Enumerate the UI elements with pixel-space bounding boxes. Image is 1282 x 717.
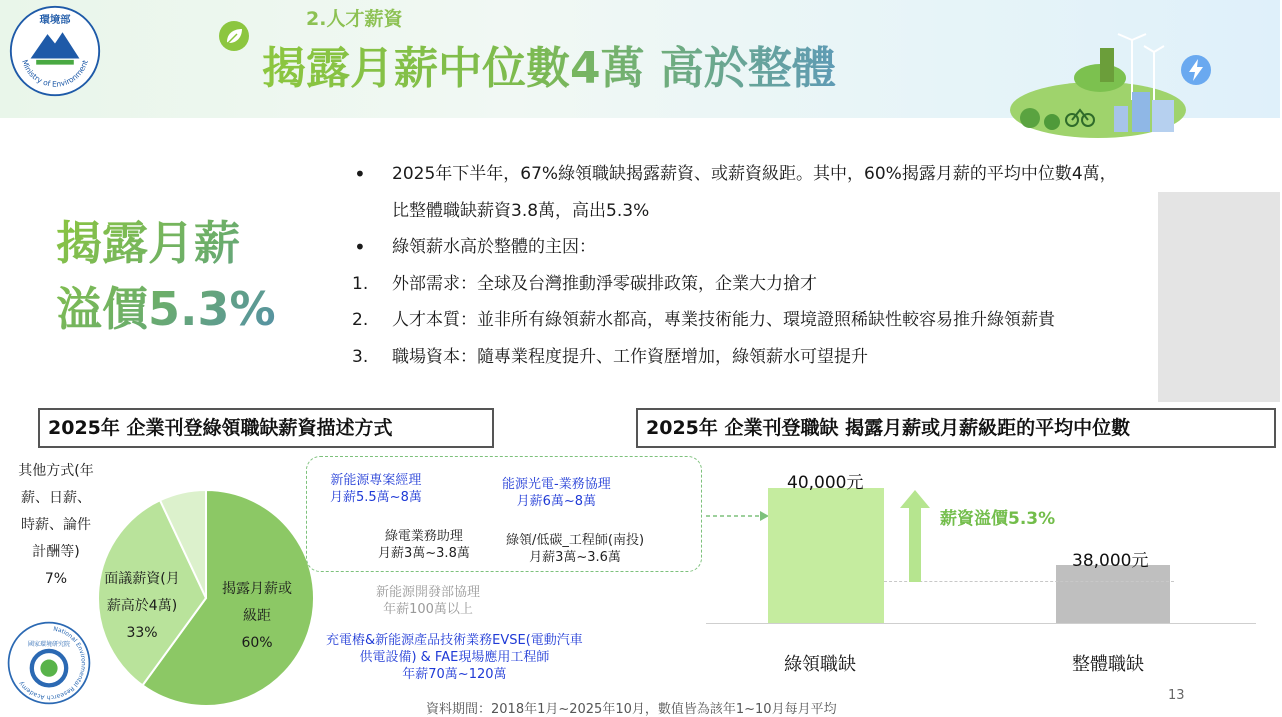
reason-item <box>352 302 1282 339</box>
job-example: 能源光電-業務協理 月薪6萬~8萬 <box>502 477 611 509</box>
category-all-jobs: 整體職缺 <box>1072 654 1144 675</box>
key-point <box>352 156 1282 193</box>
nera-logo <box>6 620 92 706</box>
reason-item <box>352 339 1282 376</box>
reason-number: 1. <box>352 273 369 294</box>
job-example: 綠領/低碳_工程師(南投) 月薪3萬~3.6萬 <box>506 533 645 565</box>
source-note: 資料期間：2018年1月~2025年10月，數值皆為該年1~10月每月平均 <box>426 702 837 717</box>
pie-label-negotiable: 面議薪資(月 薪高於4萬) 33% <box>96 566 188 647</box>
nera-name: 國家環境研究院 <box>27 640 71 648</box>
category-green-jobs: 綠領職缺 <box>784 654 856 675</box>
bullet-marker: • <box>354 162 366 186</box>
green-city-illustration <box>1008 30 1188 136</box>
bar-all-jobs <box>1056 565 1170 623</box>
moenv-name: 環境部 <box>39 13 71 26</box>
bullet-marker <box>352 193 392 230</box>
reason-text: 職場資本：隨專業程度提升、工作資歷增加，綠領薪水可望提升 <box>392 346 868 367</box>
pie-label-other: 其他方式(年 薪、日薪、 時薪、論件 計酬等) 7% <box>10 458 102 593</box>
job-example: 綠電業務助理 月薪3萬~3.8萬 <box>378 529 470 561</box>
pie-value-negotiable: 33% <box>126 625 158 641</box>
key-point-text: 2025年下半年，67%綠領職缺揭露薪資、或薪資級距。其中，60%揭露月薪的平均中位數4萬， <box>392 164 1117 184</box>
salary-method-title: 2025年 企業刊登綠領職缺薪資描述方式 <box>38 408 494 448</box>
moenv-ring-text: Ministry of Environment <box>20 58 90 89</box>
chart-baseline <box>706 623 1256 624</box>
reason-number: 2. <box>352 310 369 330</box>
pie-label-disclosed: 揭露月薪或 級距 60% <box>214 576 300 657</box>
page-number: 13 <box>1168 688 1185 703</box>
highlight-tag <box>56 210 306 342</box>
moenv-logo <box>8 4 102 98</box>
reason-number: 3. <box>352 346 369 367</box>
leaf-icon <box>218 20 250 52</box>
median-salary-title: 2025年 企業刊登職缺 揭露月薪或月薪級距的平均中位數 <box>636 408 1276 448</box>
pie-value-disclosed: 60% <box>241 635 273 651</box>
key-point <box>352 229 1282 266</box>
salary-premium-label: 薪資溢價5.3% <box>940 509 1056 529</box>
bullet-marker: • <box>354 235 366 259</box>
highlight-line-1: 揭露月薪 <box>56 216 240 270</box>
bar-value-all-jobs: 38,000元 <box>1072 551 1149 571</box>
highlight-line-2: 溢價5.3% <box>56 282 276 336</box>
bar-green-jobs <box>768 488 884 623</box>
key-points-list <box>352 156 1282 375</box>
job-example: 新能源開發部協理 年薪100萬以上 <box>376 585 481 617</box>
page-title: 揭露月薪中位數4萬 高於整體 <box>262 32 836 96</box>
job-example: 充電樁&新能源產品技術業務EVSE(電動汽車 供電設備) & FAE現場應用工程師 年薪70萬~120萬 <box>326 633 583 682</box>
reason-item <box>352 266 1282 303</box>
reason-text: 人才本質：並非所有綠領薪水都高，專業技術能力、環境證照稀缺性較容易推升綠領薪貴 <box>392 310 1055 330</box>
nera-ring-text: National Environmental Research Academy <box>17 625 87 701</box>
up-arrow-icon <box>900 490 930 582</box>
key-point-continued <box>352 193 1282 230</box>
bar-value-green-jobs: 40,000元 <box>787 473 864 493</box>
key-point-text: 綠領薪水高於整體的主因： <box>392 237 596 257</box>
lightning-bolt-icon <box>1180 54 1212 86</box>
section-label: 2.人才薪資 <box>306 8 403 30</box>
key-point-text: 比整體職缺薪資3.8萬，高出5.3% <box>392 200 650 221</box>
reason-text: 外部需求：全球及台灣推動淨零碳排政策，企業大力搶才 <box>392 273 817 294</box>
pie-value-other: 7% <box>44 571 68 587</box>
job-example: 新能源專案經理 月薪5.5萬~8萬 <box>330 473 422 505</box>
dashed-arrow <box>706 510 770 522</box>
